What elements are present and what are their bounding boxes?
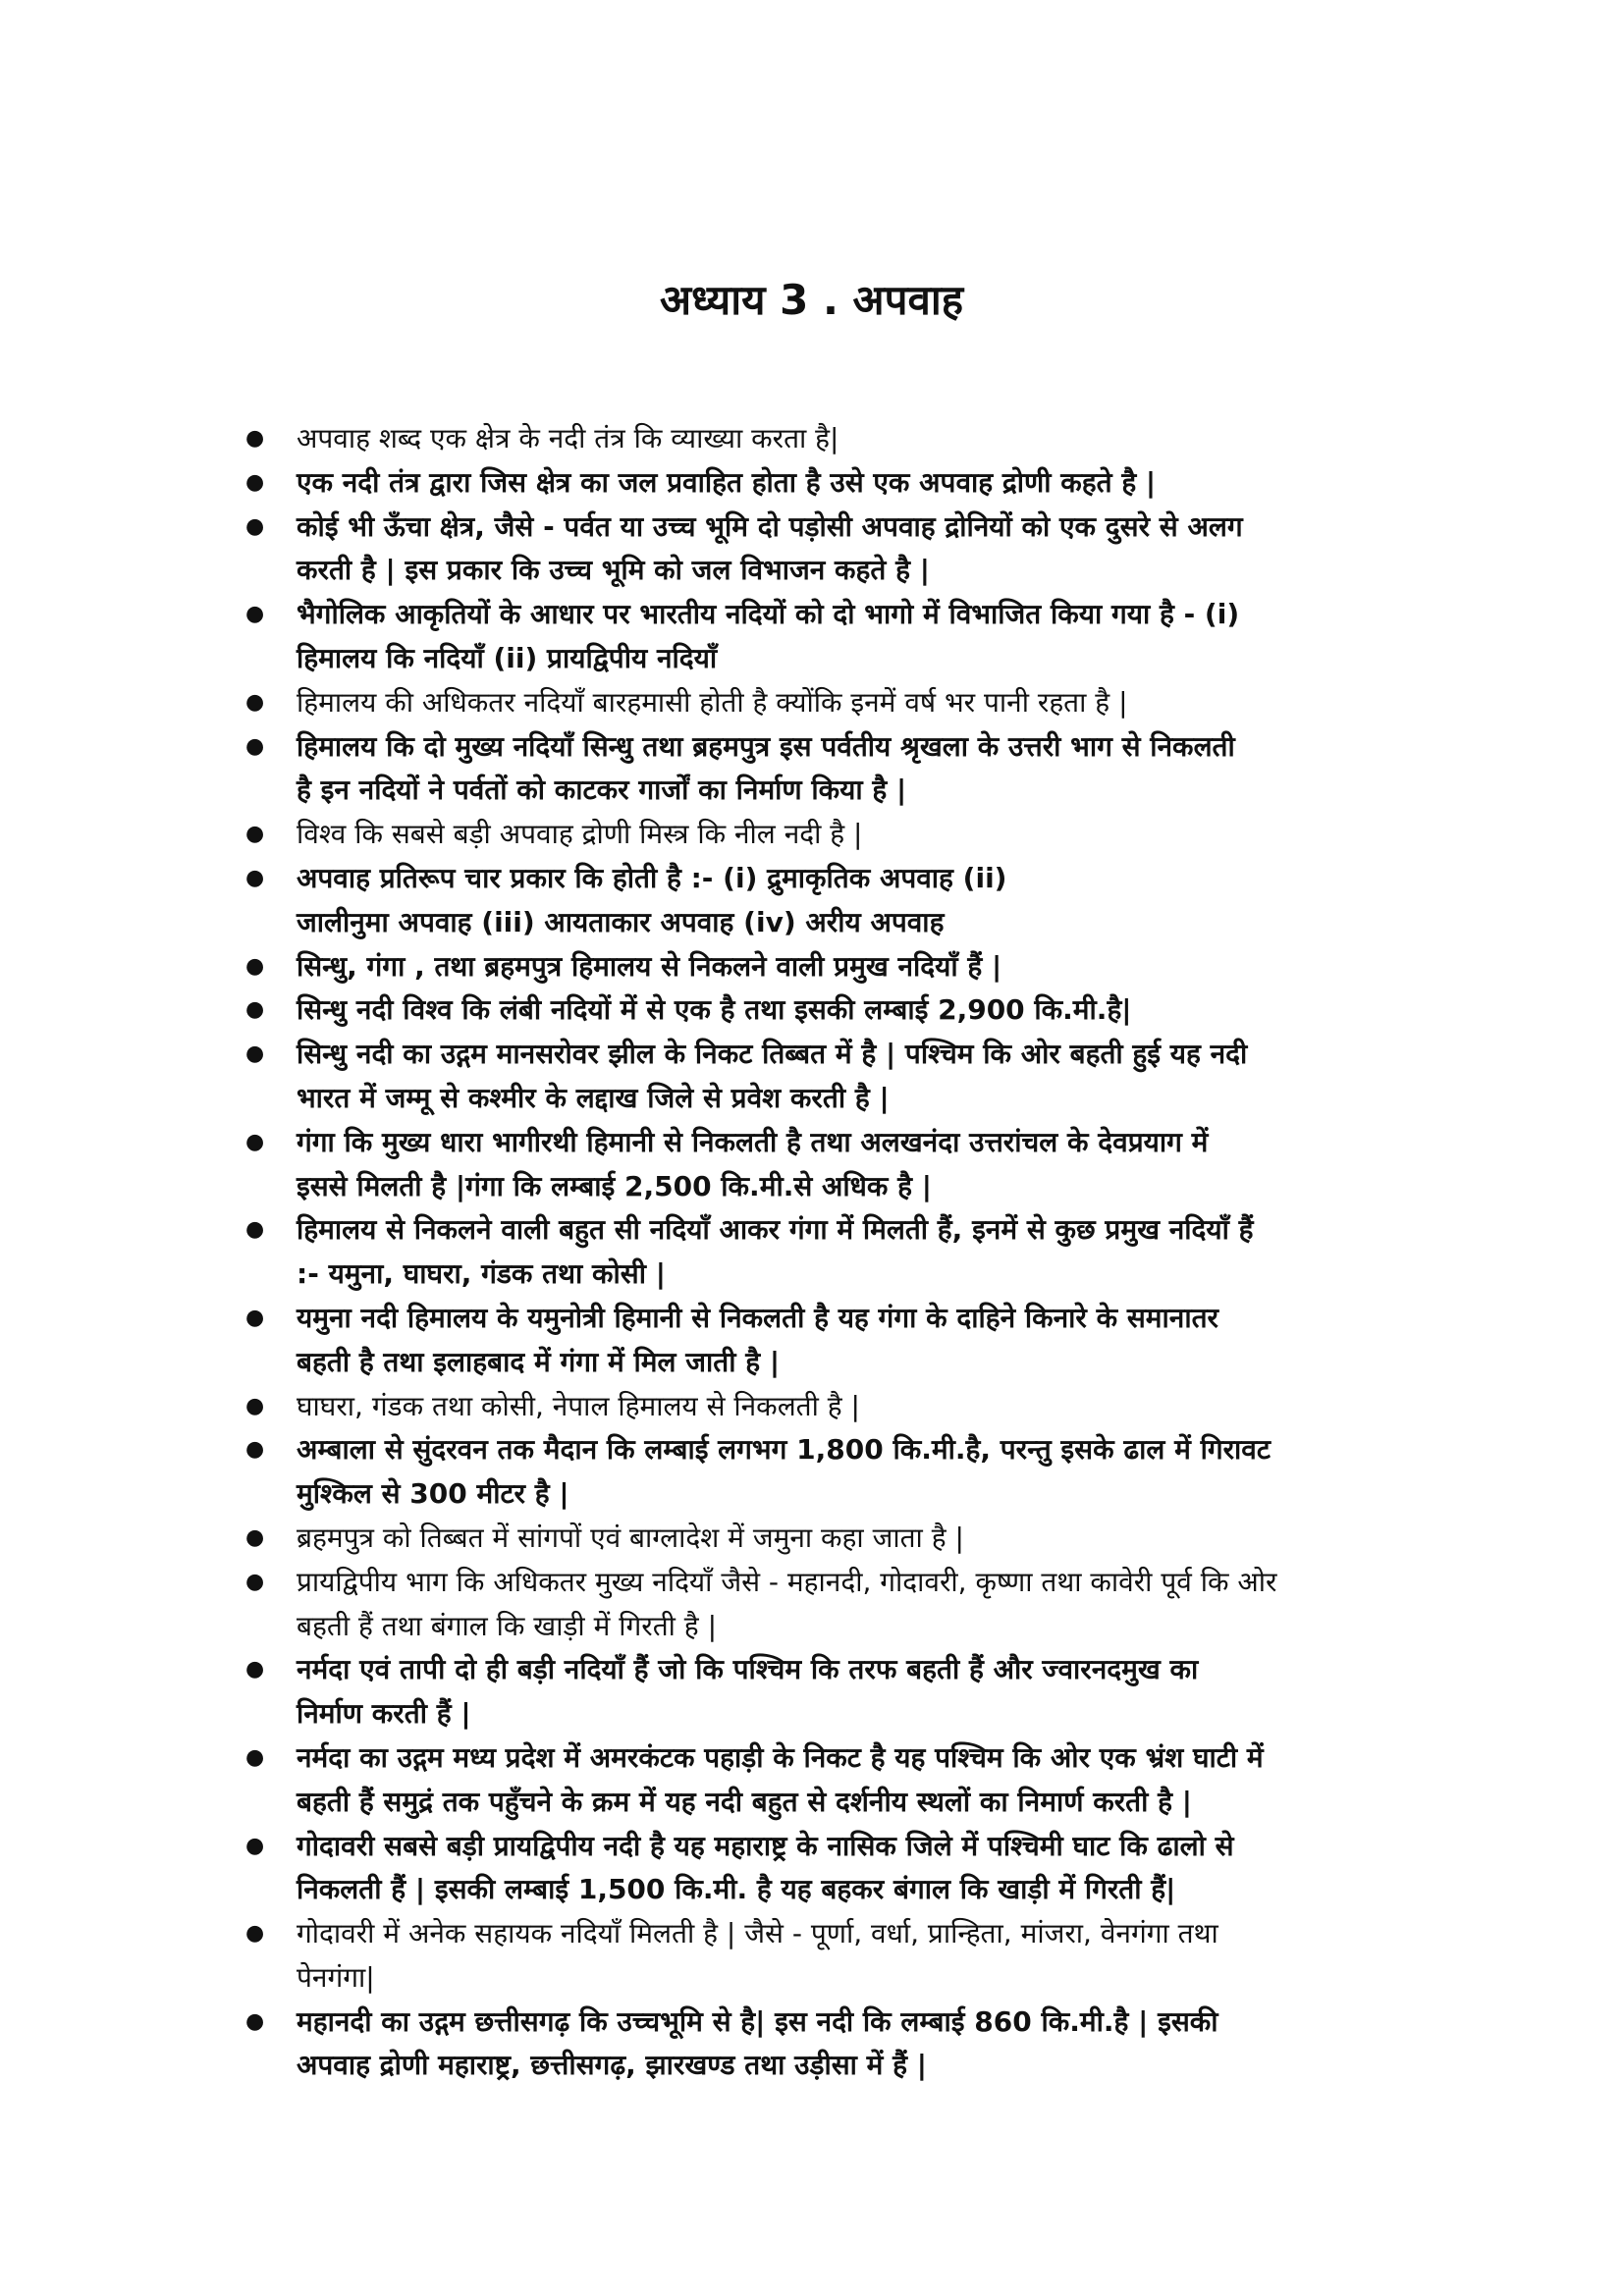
list-item-line: भैगोलिक आकृतियों के आधार पर भारतीय नदियों को दो भागो में विभाजित किया गया है - (i) (297, 598, 1240, 631)
list-item (245, 1736, 1473, 1825)
list-item-line: निकलती हैं | इसकी लम्बाई 1,500 कि.मी. है यह बहकर बंगाल कि खाड़ी में गिरती हैं| (297, 1873, 1176, 1906)
bullet-icon: ● (245, 469, 265, 495)
list-item (245, 857, 1473, 945)
bullet-icon: ● (245, 689, 265, 715)
list-item (245, 1648, 1473, 1736)
list-item-line: हिमालय की अधिकतर नदियाँ बारहमासी होती है क्योंकि इनमें वर्ष भर पानी रहता है | (297, 685, 1128, 719)
bullet-icon: ● (245, 1657, 265, 1682)
list-item-line: गंगा कि मुख्य धारा भागीरथी हिमानी से निकलती है तथा अलखनंदा उत्तरांचल के देवप्रयाग में (297, 1125, 1209, 1158)
bullet-icon: ● (245, 1921, 265, 1947)
bullet-icon: ● (245, 513, 265, 539)
list-item-line: गोदावरी में अनेक सहायक नदियाँ मिलती है | जैसे - पूर्णा, वर्धा, प्रान्हिता, मांजरा, वेनगंगा तथा (297, 1917, 1218, 1950)
list-item-line: बहती हैं तथा बंगाल कि खाड़ी में गिरती है | (297, 1609, 718, 1642)
list-item (245, 1121, 1473, 1209)
list-item (245, 1517, 1473, 1561)
list-item-line: पेनगंगा| (297, 1960, 375, 1994)
list-item-line: अपवाह प्रतिरूप चार प्रकार कि होती है :- (i) द्रुमाकृतिक अपवाह (ii) (297, 861, 1007, 894)
bullet-icon: ● (245, 1305, 265, 1330)
list-item-line: जालीनुमा अपवाह (iii) आयताकार अपवाह (iv) अरीय अपवाह (297, 905, 945, 938)
list-item-line: हिमालय से निकलने वाली बहुत सी नदियाँ आकर गंगा में मिलती हैं, इनमें से कुछ प्रमुख नदियाँ हैं (297, 1213, 1254, 1247)
list-item-line: अम्बाला से सुंदरवन तक मैदान कि लम्बाई लगभग 1,800 कि.मी.है, परन्तु इसके ढाल में गिरावट (297, 1433, 1271, 1467)
list-item-line: है इन नदियों ने पर्वतों को काटकर गार्जों का निर्माण किया है | (297, 774, 907, 807)
list-item-line: घाघरा, गंडक तथा कोसी, नेपाल हिमालय से निकलती है | (297, 1389, 860, 1422)
list-item-line: करती है | इस प्रकार कि उच्च भूमि को जल विभाजन कहते है | (297, 554, 930, 587)
bullet-icon: ● (245, 426, 265, 451)
list-item-line: सिन्धु नदी विश्व कि लंबी नदियों में से एक है तथा इसकी लम्बाई 2,900 कि.मी.है| (297, 993, 1132, 1027)
list-item (245, 813, 1473, 857)
bullet-icon: ● (245, 997, 265, 1023)
list-item-line: विश्व कि सबसे बड़ी अपवाह द्रोणी मिस्त्र कि नील नदी है | (297, 818, 863, 851)
list-item-line: सिन्धु, गंगा , तथा ब्रहमपुत्र हिमालय से निकलने वाली प्रमुख नदियाँ हैं | (297, 949, 1002, 983)
list-item-line: हिमालय कि दो मुख्य नदियाँ सिन्धु तथा ब्रहमपुत्र इस पर्वतीय श्रृखला के उत्तरी भाग से निकलती (297, 729, 1235, 763)
list-item-line: इससे मिलती है |गंगा कि लम्बाई 2,500 कि.मी.से अधिक है | (297, 1169, 932, 1202)
list-item (245, 506, 1473, 594)
bullet-icon: ● (245, 1393, 265, 1418)
list-item-line: ब्रहमपुत्र को तिब्बत में सांगपों एवं बाग्लादेश में जमुना कहा जाता है | (297, 1521, 964, 1554)
list-item-line: महानदी का उद्गम छत्तीसगढ़ कि उच्चभूमि से है| इस नदी कि लम्बाई 860 कि.मी.है | इसकी (297, 2004, 1218, 2038)
bullet-list (245, 417, 1473, 2088)
list-item (245, 988, 1473, 1033)
list-item-line: हिमालय कि नदियाँ (ii) प्रायद्विपीय नदियाँ (297, 641, 718, 674)
list-item-line: नर्मदा का उद्गम मध्य प्रदेश में अमरकंटक पहाड़ी के निकट है यह पश्चिम कि ओर एक भ्रंश घाटी में (297, 1740, 1264, 1774)
list-item (245, 725, 1473, 814)
list-item-line: कोई भी ऊँचा क्षेत्र, जैसे - पर्वत या उच्च भूमि दो पड़ोसी अपवाह द्रोनियों को एक दुसरे से अलग (297, 509, 1243, 543)
list-item-line: भारत में जम्मू से कश्मीर के लद्दाख जिले से प्रवेश करती है | (297, 1081, 890, 1114)
list-item-line: मुश्किल से 300 मीटर है | (297, 1477, 569, 1511)
list-item (245, 461, 1473, 506)
list-item-line: प्रायद्विपीय भाग कि अधिकतर मुख्य नदियाँ जैसे - महानदी, गोदावरी, कृष्णा तथा कावेरी पूर्व कि ओर (297, 1565, 1277, 1598)
list-item (245, 1825, 1473, 1913)
bullet-icon: ● (245, 865, 265, 890)
bullet-icon: ● (245, 2008, 265, 2034)
list-item (245, 1297, 1473, 1385)
list-item (245, 1428, 1473, 1517)
list-item-line: अपवाह द्रोणी महाराष्ट्र, छत्तीसगढ़, झारखण्ड तथा उड़ीसा में हैं | (297, 2049, 927, 2082)
bullet-icon: ● (245, 1129, 265, 1154)
list-item (245, 2001, 1473, 2089)
bullet-icon: ● (245, 1041, 265, 1067)
list-item-line: :- यमुना, घाघरा, गंडक तथा कोसी | (297, 1257, 666, 1291)
list-item (245, 945, 1473, 989)
list-item (245, 1385, 1473, 1429)
list-item-line: एक नदी तंत्र द्वारा जिस क्षेत्र का जल प्रवाहित होता है उसे एक अपवाह द्रोणी कहते है | (297, 465, 1157, 499)
list-item-line: नर्मदा एवं तापी दो ही बड़ी नदियाँ हैं जो कि पश्चिम कि तरफ बहती हैं और ज्वारनदमुख का (297, 1653, 1199, 1686)
bullet-icon: ● (245, 602, 265, 627)
list-item-line: गोदावरी सबसे बड़ी प्रायद्विपीय नदी है यह महाराष्ट्र के नासिक जिले में पश्चिमी घाट कि ढालो से (297, 1829, 1234, 1862)
list-item-line: निर्माण करती हैं | (297, 1697, 471, 1731)
bullet-icon: ● (245, 1569, 265, 1594)
list-item (245, 593, 1473, 681)
list-item-line: यमुना नदी हिमालय के यमुनोत्री हिमानी से निकलती है यह गंगा के दाहिने किनारे के समानातर (297, 1301, 1218, 1334)
bullet-icon: ● (245, 1744, 265, 1770)
list-item-line: बहती है तथा इलाहबाद में गंगा में मिल जाती है | (297, 1345, 781, 1378)
bullet-icon: ● (245, 1437, 265, 1463)
bullet-icon: ● (245, 953, 265, 979)
chapter-title: अध्याय 3 . अपवाह (660, 276, 963, 325)
list-item (245, 417, 1473, 461)
list-item-line: बहती हैं समुद्रं तक पहुँचने के क्रम में यह नदी बहुत से दर्शनीय स्थलों का निमार्ण करती है | (297, 1785, 1192, 1818)
list-item (245, 1208, 1473, 1297)
bullet-icon: ● (245, 1833, 265, 1858)
bullet-icon: ● (245, 1524, 265, 1550)
list-item (245, 1561, 1473, 1649)
list-item (245, 1912, 1473, 2001)
bullet-icon: ● (245, 1217, 265, 1243)
bullet-icon: ● (245, 822, 265, 847)
bullet-icon: ● (245, 733, 265, 759)
list-item-line: सिन्धु नदी का उद्गम मानसरोवर झील के निकट तिब्बत में है | पश्चिम कि ओर बहती हुई यह नदी (297, 1038, 1248, 1071)
list-item (245, 1033, 1473, 1121)
list-item-line: अपवाह शब्द एक क्षेत्र के नदी तंत्र कि व्याख्या करता है| (297, 422, 839, 454)
list-item (245, 681, 1473, 725)
